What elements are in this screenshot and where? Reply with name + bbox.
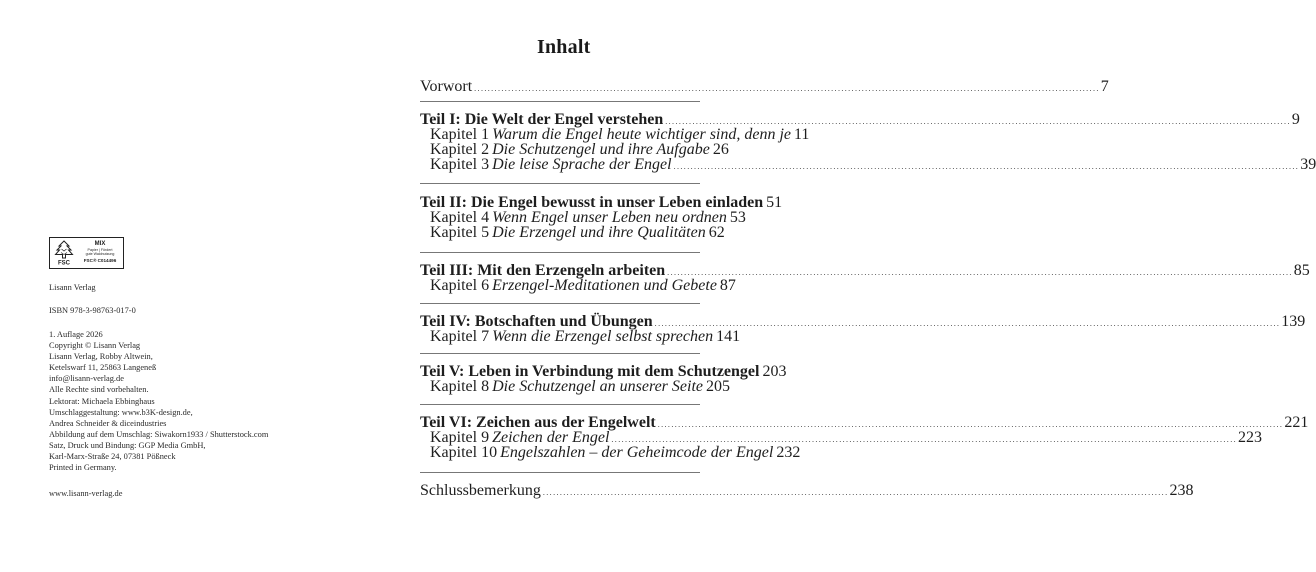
- toc-page-number: 11: [794, 126, 810, 143]
- toc-entry-label: Vorwort: [420, 78, 473, 95]
- imprint-line: Andrea Schneider & diceindustries: [49, 418, 167, 428]
- chapter-number: Kapitel 10: [430, 444, 498, 461]
- toc-chapter-entry: [420, 328, 741, 345]
- toc-page-number: 39: [1300, 156, 1316, 173]
- toc-part-label: Teil III: Mit den Erzengeln arbeiten: [420, 262, 666, 279]
- imprint-line: Karl-Marx-Straße 24, 07381 Pößneck: [49, 452, 176, 462]
- fsc-code: FSC® C014496: [83, 257, 117, 263]
- toc-chapter-entry: [420, 141, 729, 158]
- chapter-number: Kapitel 4: [430, 209, 490, 226]
- chapter-title: Erzengel-Meditationen und Gebete: [492, 277, 717, 294]
- toc-part-label: Teil I: Die Welt der Engel verstehen: [420, 111, 664, 128]
- dot-leader: [611, 435, 1237, 444]
- publisher-website: www.lisann-verlag.de: [49, 489, 123, 498]
- toc-chapter-entry: [420, 378, 730, 395]
- toc-page-number: 238: [1169, 482, 1194, 499]
- toc-chapter-label: [430, 378, 703, 396]
- chapter-title: Wenn die Erzengel selbst sprechen: [492, 328, 714, 345]
- toc-part-label: Teil IV: Botschaften und Übungen: [420, 313, 653, 330]
- toc-page-number: 87: [719, 277, 736, 294]
- toc-chapter-entry: [420, 126, 810, 143]
- toc-chapter-label: [430, 277, 717, 295]
- fsc-mark-text: FSC: [58, 260, 70, 267]
- chapter-title: Engelszahlen – der Geheimcode der Engel: [500, 444, 774, 461]
- fsc-mix-label: MIX: [94, 241, 106, 247]
- isbn: ISBN 978-3-98763-017-0: [49, 306, 136, 315]
- toc-page-number: 223: [1238, 429, 1262, 446]
- toc-page-number: 26: [712, 141, 729, 158]
- chapter-number: Kapitel 9: [430, 429, 490, 446]
- chapter-number: Kapitel 8: [430, 378, 490, 395]
- chapter-number: Kapitel 5: [430, 224, 490, 241]
- toc-chapter-entry: [420, 277, 736, 294]
- toc-part-5: [420, 363, 787, 395]
- toc-page-number: 205: [706, 378, 730, 395]
- website-block: [49, 488, 122, 499]
- toc-part-label: Teil VI: Zeichen aus der Engelwelt: [420, 414, 656, 431]
- toc-entry-label: Schlussbemerkung: [420, 482, 541, 499]
- toc-part-heading: [420, 262, 1310, 279]
- toc-page-number: 9: [1291, 111, 1300, 128]
- toc-chapter-label: [430, 224, 706, 242]
- toc-part-heading: [420, 194, 783, 211]
- toc-part-1: [420, 111, 1316, 173]
- imprint-line: Printed in Germany.: [49, 463, 117, 473]
- toc-chapter-entry: [420, 224, 725, 241]
- toc-page-number: 203: [762, 363, 787, 380]
- dot-leader: [674, 162, 1300, 171]
- toc-chapter-entry: [420, 429, 1262, 446]
- chapter-title: Die Schutzengel und ihre Aufgabe: [492, 141, 710, 158]
- toc-chapter-label: [430, 444, 773, 462]
- toc-chapter-entry: [420, 209, 746, 226]
- toc-page-number: 53: [729, 209, 746, 226]
- chapter-title: Wenn Engel unser Leben neu ordnen: [492, 209, 727, 226]
- imprint-line: Ketelswarf 11, 25863 Langeneß: [49, 363, 157, 373]
- toc-chapter-entry: [420, 444, 801, 461]
- toc-entry-vorwort: [420, 78, 1109, 95]
- toc-page-number: 51: [766, 194, 783, 211]
- section-divider: [420, 101, 700, 102]
- dot-leader: [658, 420, 1284, 429]
- fsc-line-1: Papier | Fördert: [87, 248, 113, 252]
- chapter-number: Kapitel 1: [430, 126, 490, 143]
- imprint-line: Copyright © Lisann Verlag: [49, 341, 141, 351]
- toc-part-6: [420, 414, 1309, 461]
- dot-leader: [665, 117, 1291, 126]
- chapter-title: Die Erzengel und ihre Qualitäten: [492, 224, 706, 241]
- chapter-number: Kapitel 3: [430, 156, 490, 173]
- fsc-label: [49, 237, 124, 269]
- section-divider: [420, 303, 700, 304]
- dot-leader: [543, 488, 1169, 497]
- toc-page-number: 85: [1293, 262, 1310, 279]
- imprint-details: [49, 329, 268, 473]
- publisher-name-block: [49, 282, 96, 293]
- section-divider: [420, 404, 700, 405]
- publisher-name: Lisann Verlag: [49, 283, 96, 292]
- toc-part-4: [420, 313, 1306, 345]
- toc-page-number: 7: [1100, 78, 1109, 95]
- toc-page-number: 139: [1281, 313, 1306, 330]
- toc-chapter-entry: [420, 156, 1316, 173]
- chapter-number: Kapitel 7: [430, 328, 490, 345]
- toc-page-number: 62: [708, 224, 725, 241]
- imprint-line: 1. Auflage 2026: [49, 330, 103, 339]
- chapter-title: Warum die Engel heute wichtiger sind, denn je: [492, 126, 792, 143]
- imprint-email: info@lisann-verlag.de: [49, 374, 124, 384]
- dot-leader: [667, 268, 1293, 277]
- toc-title: Inhalt: [537, 36, 591, 58]
- imprint-line: Lisann Verlag, Robby Altwein,: [49, 352, 153, 362]
- toc-part-label: Teil V: Leben in Verbindung mit dem Schutzengel: [420, 363, 760, 380]
- dot-leader: [474, 84, 1100, 93]
- imprint-line: Abbildung auf dem Umschlag: Siwakorn1933 / Shutterstock.com: [49, 429, 269, 439]
- toc-part-2: [420, 194, 783, 241]
- toc-part-3: [420, 262, 1310, 294]
- toc-part-heading: [420, 313, 1306, 330]
- toc-page-number: 141: [716, 328, 741, 345]
- section-divider: [420, 252, 700, 253]
- fsc-line-2: gute Waldnutzung: [85, 252, 115, 257]
- toc-entry-schlussbemerkung: [420, 482, 1194, 499]
- fsc-text-block: [77, 241, 123, 263]
- section-divider: [420, 472, 700, 473]
- isbn-block: [49, 305, 136, 316]
- imprint-line: Lektorat: Michaela Ebbinghaus: [49, 396, 155, 406]
- toc-page-number: 232: [776, 444, 801, 461]
- section-divider: [420, 183, 700, 184]
- imprint-line: Satz, Druck und Bindung: GGP Media GmbH,: [49, 440, 206, 450]
- chapter-title: Die Schutzengel an unserer Seite: [492, 378, 703, 395]
- chapter-number: Kapitel 2: [430, 141, 490, 158]
- imprint-line: Alle Rechte sind vorbehalten.: [49, 385, 149, 395]
- toc-chapter-label: [430, 328, 713, 346]
- imprint-line: Umschlaggestaltung: www.b3K-design.de,: [49, 407, 193, 417]
- toc-part-heading: [420, 414, 1309, 431]
- chapter-title: Zeichen der Engel: [492, 429, 610, 446]
- section-divider: [420, 353, 700, 354]
- fsc-tree-logo-icon: [53, 240, 75, 266]
- chapter-title: Die leise Sprache der Engel: [492, 156, 672, 173]
- toc-page-number: 221: [1284, 414, 1309, 431]
- toc-part-heading: [420, 111, 1300, 128]
- toc-part-heading: [420, 363, 787, 380]
- toc-part-label: Teil II: Die Engel bewusst in unser Leben einladen: [420, 194, 764, 211]
- dot-leader: [655, 319, 1281, 328]
- chapter-number: Kapitel 6: [430, 277, 490, 294]
- toc-chapter-label: [430, 156, 672, 174]
